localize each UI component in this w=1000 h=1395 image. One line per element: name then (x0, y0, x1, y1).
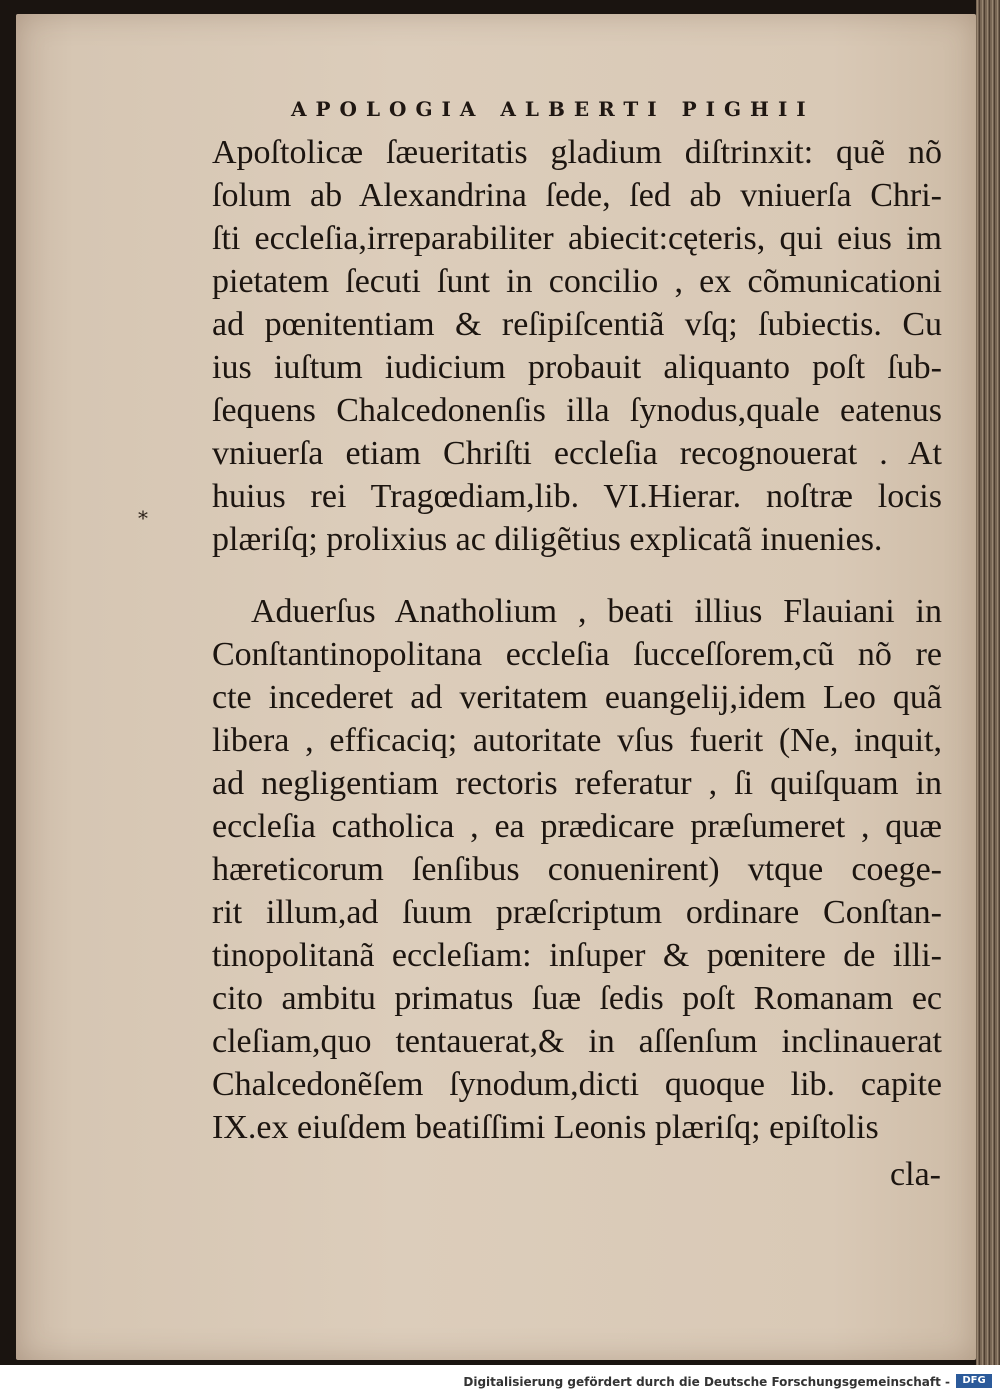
paragraph2-line: Conſtantinopolitana eccleſia ſucceſſorem,cũ nõ re (212, 636, 942, 673)
paragraph1-line: ius iuſtum iudicium probauit aliquanto poſt ſub- (212, 349, 942, 386)
paragraph1-line: Apoſtolicæ ſæueritatis gladium diſtrinxit: quẽ nõ (212, 134, 942, 171)
page-edges (976, 0, 1000, 1365)
paragraph1-line: ad pœnitentiam & reſipiſcentiã vſq; ſubiectis. Cu (212, 306, 942, 343)
running-head: APOLOGIA ALBERTI PIGHII (291, 97, 815, 121)
paragraph2-line: ad negligentiam rectoris referatur , ſi quiſquam in (212, 765, 942, 802)
paragraph2-line: cleſiam,quo tentauerat,& in aſſenſum inclinauerat (212, 1023, 942, 1060)
book-page (16, 14, 976, 1360)
dfg-logo: DFG (956, 1374, 992, 1388)
margin-asterisk-mark: * (138, 506, 148, 530)
footer-credit: Digitalisierung gefördert durch die Deutsche Forschungsgemeinschaft - (463, 1375, 950, 1389)
paragraph2-line: hæreticorum ſenſibus conuenirent) vtque coege- (212, 851, 942, 888)
paragraph2-line: libera , efficaciq; autoritate vſus fuerit (Ne, inquit, (212, 722, 942, 759)
paragraph2-line: cte incederet ad veritatem euangelij,idem Leo quã (212, 679, 942, 716)
paragraph2-line: Chalcedonẽſem ſynodum,dicti quoque lib. capite (212, 1066, 942, 1103)
paragraph1-line: ſolum ab Alexandrina ſede, ſed ab vniuerſa Chri- (212, 177, 942, 214)
paragraph2-line: Aduerſus Anatholium , beati illius Flauiani in (251, 593, 942, 630)
catchword: cla- (890, 1156, 941, 1193)
paragraph2-line: tinopolitanã eccleſiam: inſuper & pœnitere de illi- (212, 937, 942, 974)
paragraph1-line: huius rei Tragœdiam,lib. VI.Hierar. noſtræ locis (212, 478, 942, 515)
paragraph1-line: plæriſq; prolixius ac diligẽtius explicatã inuenies. (212, 521, 883, 558)
paragraph2-line: rit illum,ad ſuum præſcriptum ordinare Conſtan- (212, 894, 942, 931)
paragraph2-line: cito ambitu primatus ſuæ ſedis poſt Romanam ec (212, 980, 942, 1017)
paragraph2-line: eccleſia catholica , ea prædicare præſumeret , quæ (212, 808, 942, 845)
paragraph2-line: IX.ex eiuſdem beatiſſimi Leonis plæriſq; epiſtolis (212, 1109, 879, 1146)
footer (0, 1365, 1000, 1395)
paragraph1-line: vniuerſa etiam Chriſti eccleſia recognouerat . At (212, 435, 942, 472)
paragraph1-line: pietatem ſecuti ſunt in concilio , ex cõmunicationi (212, 263, 942, 300)
paragraph1-line: ſequens Chalcedonenſis illa ſynodus,quale eatenus (212, 392, 942, 429)
paragraph1-line: ſti eccleſia,irreparabiliter abiecit:cęteris, qui eius im (212, 220, 942, 257)
